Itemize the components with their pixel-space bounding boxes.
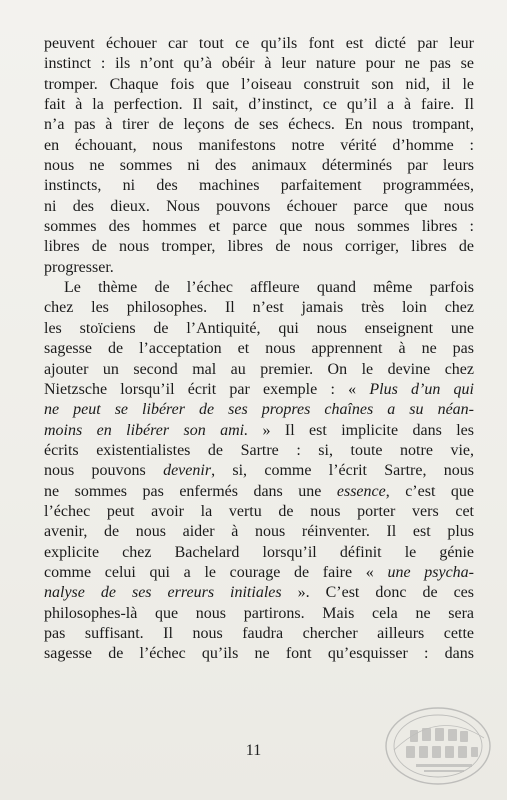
text-run: peuvent échouer car tout ce qu’ils font est dicté par leur	[44, 35, 474, 52]
text-line	[44, 75, 474, 95]
text-line	[44, 95, 474, 115]
text-line	[44, 461, 474, 481]
text-run: libres de nous tromper, libres de nous corriger, libres de	[44, 238, 474, 256]
text-line	[44, 298, 474, 318]
text-run: sommes des hommes et parce que nous sommes libres :	[44, 218, 474, 236]
text-line	[44, 319, 474, 339]
text-line	[44, 197, 474, 217]
text-line	[44, 583, 474, 603]
text-run: Nietzsche lorsqu’il écrit par exemple : «	[44, 380, 370, 398]
text-line	[44, 543, 474, 563]
text-run: instincts, ni des machines parfaitement programmées,	[44, 177, 474, 195]
text-run: ne sommes pas enfermés dans une	[44, 482, 337, 500]
text-line	[44, 217, 474, 237]
text-run: Le thème de l’échec affleure quand même parfois	[64, 279, 474, 297]
text-run: en échouant, nous manifestons notre vérité d’homme :	[44, 136, 474, 154]
text-run: , si, comme l’écrit Sartre, nous	[211, 462, 475, 480]
text-run: ». C’est donc de ces	[281, 584, 475, 602]
text-run: philosophes-là que nous partirons. Mais cela ne sera	[44, 604, 474, 622]
text-run: ni des dieux. Nous pouvons échouer parce que nous	[44, 197, 474, 215]
bookstore-seal-icon	[366, 688, 498, 798]
text-line	[44, 54, 474, 74]
text-line	[44, 34, 474, 54]
text-line	[44, 360, 474, 380]
text-run: sagesse de l’acceptation et nous apprennent à ne pas	[44, 340, 474, 358]
text-line	[44, 441, 474, 461]
text-run: progresser.	[44, 258, 114, 276]
italic-text: une psycha-	[387, 563, 474, 581]
text-run: ajouter un second mal au premier. On le devine chez	[44, 360, 474, 378]
text-run: écrits existentialistes de Sartre : si, toute notre vie,	[44, 441, 474, 459]
text-run: tromper. Chaque fois que l’oiseau construit son nid, il le	[44, 75, 474, 93]
italic-text: Plus d’un qui	[369, 380, 475, 398]
text-line	[44, 380, 474, 400]
italic-text: essence	[336, 482, 386, 500]
text-run: explicite chez Bachelard lorsqu’il définit le génie	[44, 543, 474, 561]
italic-text: devenir	[163, 462, 212, 480]
text-run: , c’est que	[385, 482, 474, 500]
text-line	[44, 115, 474, 135]
text-line	[44, 400, 474, 420]
text-run: instinct : ils n’ont qu’à obéir à leur nature pour ne pas se	[44, 55, 474, 73]
text-run: avenir, de nous aider à nous réinventer. Il est plus	[44, 523, 474, 541]
body-text	[44, 34, 474, 665]
text-run: l’échec peut avoir la vertu de nous porter vers cet	[44, 502, 474, 520]
text-line	[44, 522, 474, 542]
text-line	[44, 421, 474, 441]
text-line	[44, 258, 474, 278]
text-run: sagesse de l’échec qu’ils ne font qu’esquisser : dans	[44, 645, 474, 663]
text-line	[44, 604, 474, 624]
text-run: chez les philosophes. Il n’est jamais très loin chez	[44, 299, 474, 317]
text-run: n’a pas à tirer de leçons de ses échecs. En nous trompant,	[44, 116, 474, 134]
text-run: » Il est implicite dans les	[248, 421, 474, 439]
text-line	[44, 644, 474, 664]
text-run: comme celui qui a le courage de faire «	[44, 563, 388, 581]
text-run: nous pouvons	[44, 462, 164, 480]
text-run: fait à la perfection. Il sait, d’instinct, ce qu’il a à faire. Il	[44, 96, 474, 114]
italic-text: ne peut se libérer de ses propres chaînes a su néan-	[44, 401, 474, 419]
text-run: pas suffisant. Il nous faudra chercher ailleurs cette	[44, 624, 474, 642]
page-number: 11	[245, 742, 262, 759]
text-line	[44, 278, 474, 298]
text-line	[44, 624, 474, 644]
text-line	[44, 563, 474, 583]
italic-text: nalyse de ses erreurs initiales	[44, 584, 282, 602]
italic-text: moins en libérer son ami.	[44, 421, 249, 439]
text-line	[44, 339, 474, 359]
text-run: nous ne sommes ni des animaux déterminés par leurs	[44, 157, 474, 175]
text-line	[44, 237, 474, 257]
text-line	[44, 502, 474, 522]
text-run: les stoïciens de l’Antiquité, qui nous enseignent une	[44, 319, 474, 337]
text-line	[44, 136, 474, 156]
text-line	[44, 482, 474, 502]
text-line	[44, 176, 474, 196]
text-line	[44, 156, 474, 176]
